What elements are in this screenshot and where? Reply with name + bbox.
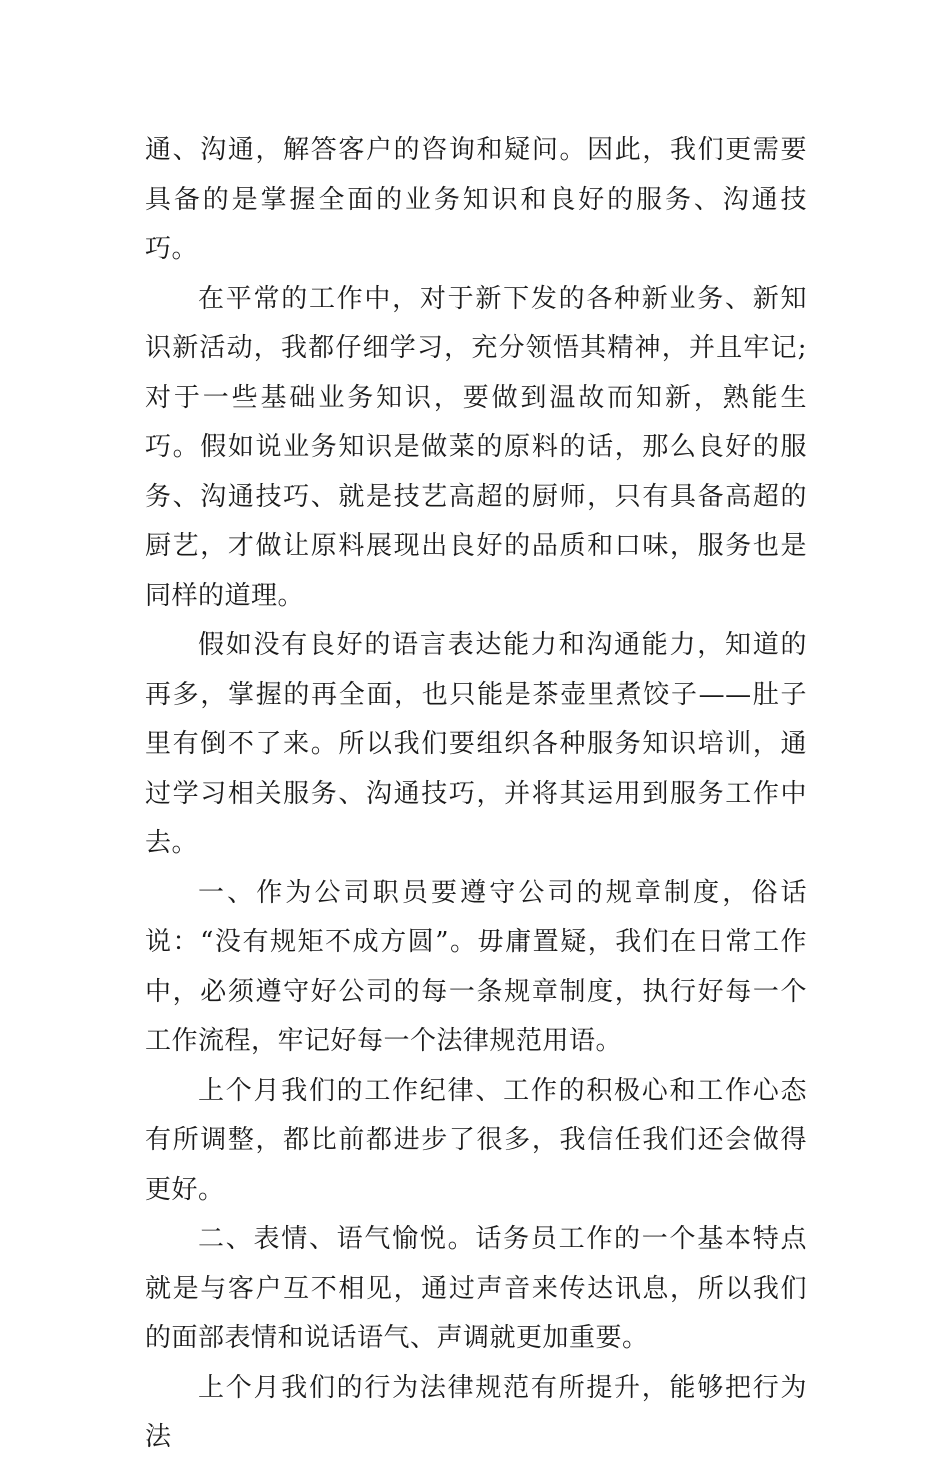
paragraph-1: 通、沟通，解答客户的咨询和疑问。因此，我们更需要具备的是掌握全面的业务知识和良好的服务、沟通技巧。: [145, 135, 807, 264]
paragraph-3: 假如没有良好的语言表达能力和沟通能力，知道的再多，掌握的再全面，也只能是茶壶里煮饺子——肚子里有倒不了来。所以我们要组织各种服务知识培训，通过学习相关服务、沟通技巧，并将其运用到服务工作中去。: [145, 630, 807, 858]
paragraph-6: 二、表情、语气愉悦。话务员工作的一个基本特点就是与客户互不相见，通过声音来传达讯息，所以我们的面部表情和说话语气、声调就更加重要。: [145, 1224, 807, 1353]
paragraph-7: 上个月我们的行为法律规范有所提升，能够把行为法: [145, 1372, 807, 1452]
paragraph-5: 上个月我们的工作纪律、工作的积极心和工作心态有所调整，都比前都进步了很多，我信任我们还会做得更好。: [145, 1075, 807, 1205]
paragraph-4: 一、作为公司职员要遵守公司的规章制度，俗话说：“没有规矩不成方圆”。毋庸置疑，我们在日常工作中，必须遵守好公司的每一条规章制度，执行好每一个工作流程，牢记好每一个法律规范用语。: [145, 877, 807, 1056]
paragraph-2: 在平常的工作中，对于新下发的各种新业务、新知识新活动，我都仔细学习，充分领悟其精神，并且牢记;对于一些基础业务知识，要做到温故而知新，熟能生巧。假如说业务知识是做菜的原料的话，那么良好的服务、沟通技巧、就是技艺高超的厨师，只有具备高超的厨艺，才做让原料展现出良好的品质和口味，服务也是同样的道理。: [145, 283, 807, 611]
document-body: [145, 126, 807, 1463]
